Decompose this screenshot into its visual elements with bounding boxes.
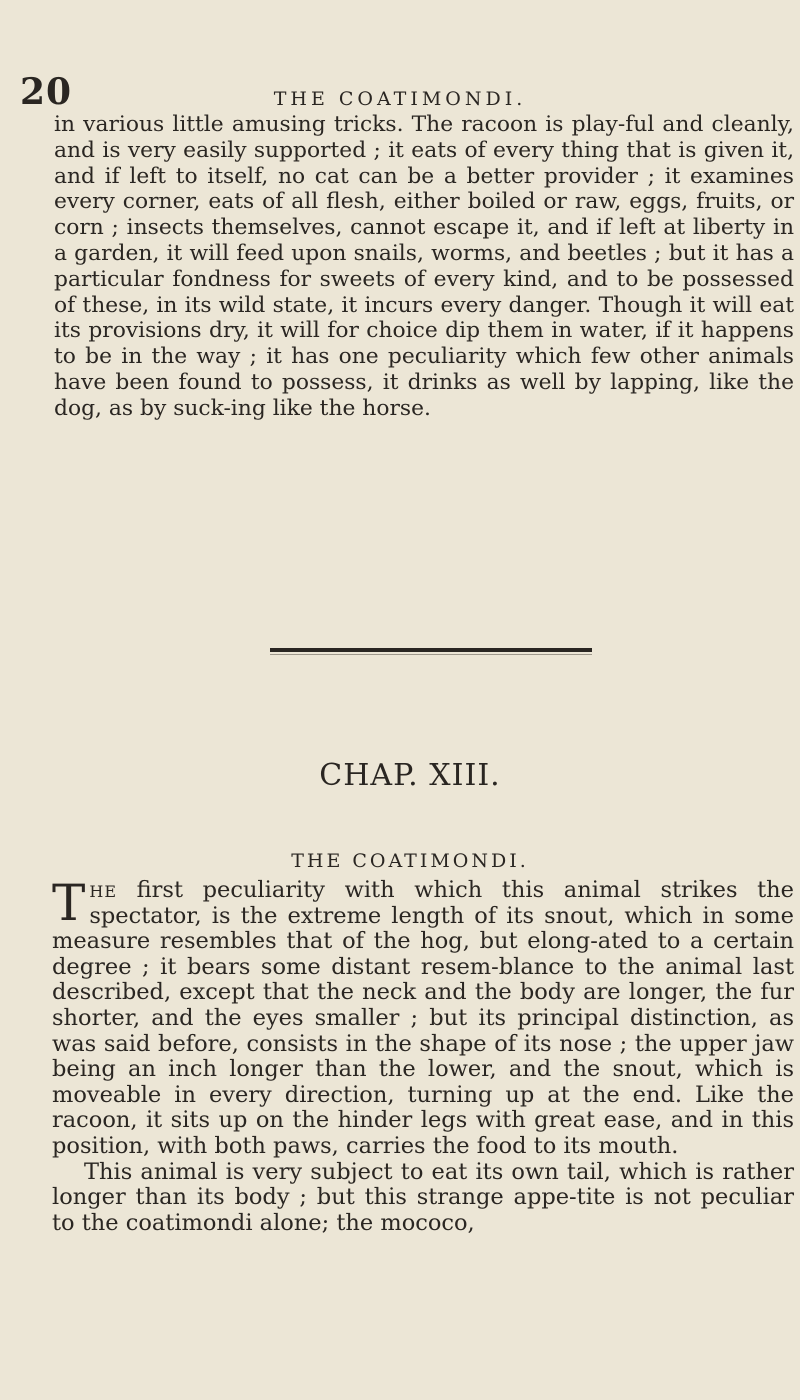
- section-divider-shadow: [270, 654, 592, 655]
- chapter-heading: CHAP. XIII.: [319, 758, 501, 793]
- previous-chapter-text: in various little amusing tricks. The racoon is play-ful and cleanly, and is very easily supported ; it eats of every thing that is given it, and if left to itself, no cat can be a better provider ; it examines every corner, eats of all flesh, either boiled or raw, eggs, fruits, or corn ; insects themselves, cannot escape it, and if left at liberty in a garden, it will feed upon snails, worms, and beetles ; but it has a particular fondness for sweets of every kind, and to be possessed of these, in its wild state, it incurs every danger. Though it will eat its provisions dry, it will for choice dip them in water, if it happens to be in the way ; it has one peculiarity which few other animals have been found to possess, it drinks as well by lapping, like the dog, as by suck-ing like the horse.: [54, 112, 794, 421]
- drop-cap: T: [52, 874, 86, 932]
- section-divider-rule: [270, 648, 592, 652]
- running-head-title: THE COATIMONDI.: [273, 88, 527, 110]
- chapter-paragraph-1: first peculiarity with which this animal strikes the spectator, is the extreme length of its snout, which in some measure resembles that of the hog, but elong-ated to a certain degree ; it bears some distant resem-blance to the animal last described, except that the neck and the body are longer, the fur shorter, and the eyes smaller ; but its principal distinction, as was said before, consists in the shape of its nose ; the upper jaw being an inch longer than the lower, and the snout, which is moveable in every direction, turning up at the end. Like the racoon, it sits up on the hinder legs with great ease, and in this position, with both paws, carries the food to its mouth.: [52, 877, 794, 1159]
- opening-word-rest: he: [89, 877, 117, 903]
- page-number: 20: [20, 71, 73, 113]
- chapter-paragraph-2: This animal is very subject to eat its own tail, which is rather longer than its body ; but this strange appe-tite is not peculiar to the coatimondi alone; the mococo,: [52, 1158, 794, 1236]
- chapter-title: THE COATIMONDI.: [291, 850, 529, 872]
- chapter-body: [52, 874, 794, 1236]
